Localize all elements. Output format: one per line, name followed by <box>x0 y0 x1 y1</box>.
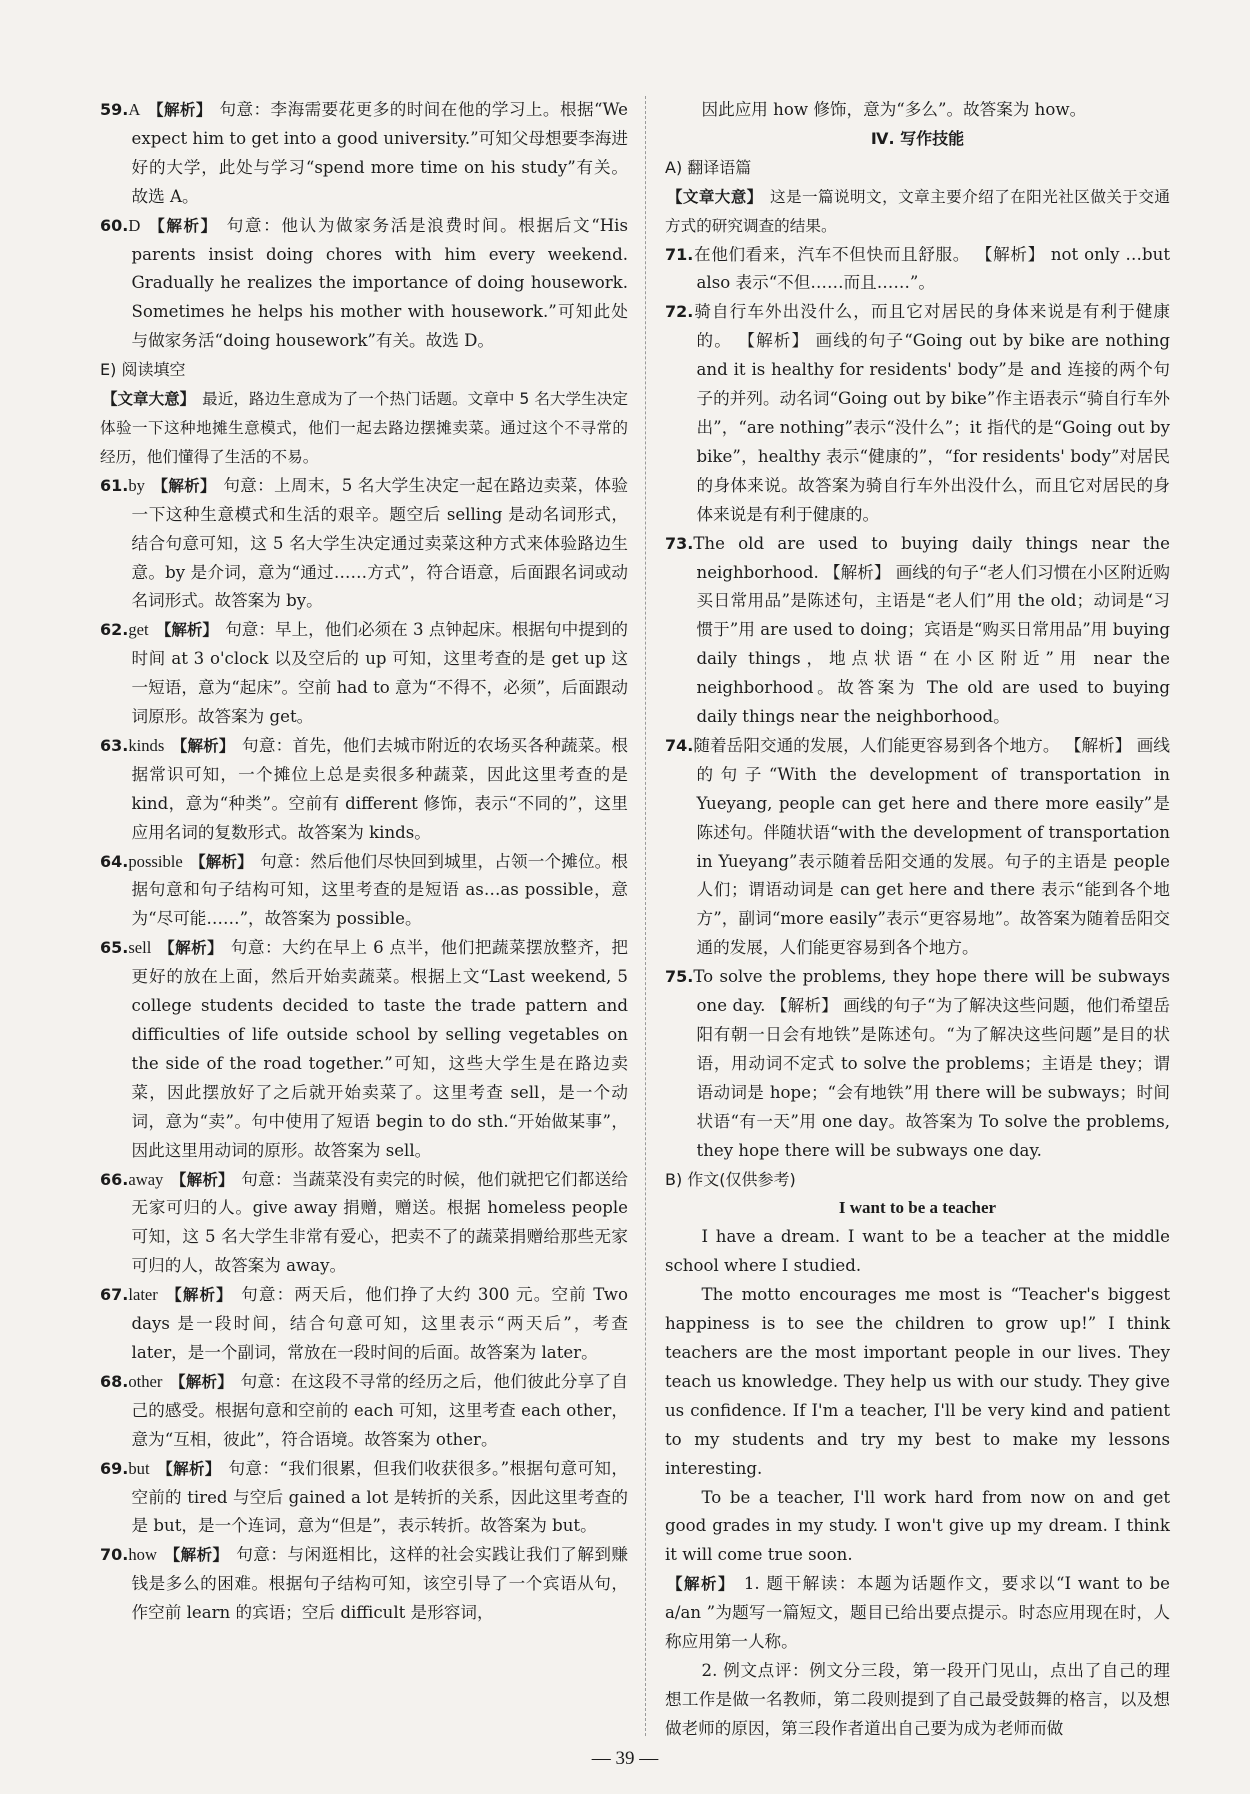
analysis-tag: 【解析】 <box>164 1546 229 1565</box>
answer-explanation: 在他们看来，汽车不但快而且舒服。 【解析】 not only …but also 表示“不但……而且……”。 <box>693 244 1170 293</box>
answer-value: later <box>128 1285 158 1305</box>
article-summary <box>100 385 628 472</box>
item-number: 59. <box>100 100 129 119</box>
item-number: 72. <box>665 302 694 322</box>
page-number: — 39 — <box>591 1748 659 1769</box>
answer-value: how <box>128 1545 157 1565</box>
answer-61 <box>100 472 628 617</box>
section-title-writing: Ⅳ. 写作技能 <box>870 128 965 148</box>
item-number: 62. <box>100 620 129 640</box>
answer-explanation: 句意：他认为做家务活是浪费时间。根据后文“His parents insist doing chores with him every weekend. Gradually he realizes the importance of doing housework. Sometimes he helps his mother with housework.”可知此处与做家务活“doing housework”有关。故选 D。 <box>131 215 628 351</box>
answer-74 <box>665 732 1170 963</box>
answer-59 <box>100 96 628 212</box>
summary-tag: 【文章大意】 <box>102 390 196 409</box>
analysis-tag: 【解析】 <box>155 621 218 640</box>
left-column <box>100 96 628 1628</box>
answer-62 <box>100 616 628 732</box>
analysis-tag: 【解析】 <box>159 939 224 958</box>
answer-value: get <box>128 620 149 640</box>
answer-value: kinds <box>128 735 165 755</box>
analysis-tag: 【解析】 <box>170 1372 234 1391</box>
subsection-composition: B) 作文(仅供参考) <box>665 1169 796 1189</box>
item-number: 69. <box>100 1458 129 1478</box>
analysis-tag: 【解析】 <box>148 101 212 119</box>
answer-value: by <box>128 475 145 495</box>
analysis-tag: 【解析】 <box>157 1459 221 1478</box>
item-number: 75. <box>665 967 694 987</box>
essay-paragraph: To be a teacher, I'll work hard from now on and get good grades in my study. I won't give up my dream. I think it will come true soon. <box>665 1487 1170 1565</box>
answer-70 <box>100 1541 628 1628</box>
answer-explanation: 句意：大约在早上 6 点半，他们把蔬菜摆放整齐，把更好的放在上面，然后开始卖蔬菜。根据上文“Last weekend, 5 college students decided to taste the trade pattern and difficulties of life outside school by selling vegetables on the side of the road together.”可知，这些大学生是在路边卖菜，因此摆放好了之后就开始卖菜了。这里考查 sell，是一个动词，意为“卖”。句中使用了短语 begin to do sth.“开始做某事”，因此这里用动词的原形。故答案为 sell。 <box>131 938 628 1160</box>
answer-explanation: 骑自行车外出没什么，而且它对居民的身体来说是有利于健康的。 【解析】 画线的句子“Going out by bike are nothing and it is healthy for residents' body”是 and 连接的两个句子的并列。动名词“Going out by bike”作主语表示“骑自行车外出”，“are nothing”表示“没什么”；it 指代的是“Going out by bike”，healthy 表示“健康的”，“for residents' body”对居民的身体来说。故答案为骑自行车外出没什么，而且它对居民的身体来说是有利于健康的。 <box>693 302 1170 524</box>
answer-explanation: To solve the problems, they hope there will be subways one day. 【解析】 画线的句子“为了解决这些问题，他们希望岳阳有朝一日会有地铁”是陈述句。“为了解决这些问题”是目的状语，用动词不定式 to solve the problems；主语是 they；谓语动词是 hope；“会有地铁”用 there will be subways；时间状语“有一天”用 one day。故答案为 To solve the problems, they hope there will be subways one day. <box>693 967 1170 1160</box>
answer-value: possible <box>128 851 183 871</box>
answer-64 <box>100 848 628 935</box>
answer-73 <box>665 530 1170 732</box>
answer-65 <box>100 934 628 1165</box>
answer-explanation: 句意：上周末，5 名大学生决定一起在路边卖菜，体验一下这种生意模式和生活的艰辛。题空后 selling 是动名词形式，结合句意可知，这 5 名大学生决定通过卖菜这种方式来体验路边生意。by 是介词，意为“通过……方式”，符合语意，后面跟名词或动名词形式。故答案为 by。 <box>131 475 628 611</box>
summary-text: 这是一篇说明文，文章主要介绍了在阳光社区做关于交通方式的研究调查的结果。 <box>665 187 1170 235</box>
answer-66 <box>100 1166 628 1282</box>
answer-explanation: 句意：李海需要花更多的时间在他的学习上。根据“We expect him to get into a good university.”可知父母想要李海进好的大学，此处与学习“spend more time on his study”有关。故选 A。 <box>131 100 629 206</box>
essay-title: I want to be a teacher <box>838 1198 997 1218</box>
answer-value: D <box>128 215 141 235</box>
item-number: 71. <box>665 244 694 264</box>
answer-value: but <box>128 1458 150 1478</box>
item-number: 74. <box>665 735 694 755</box>
answer-67 <box>100 1281 628 1368</box>
answer-explanation: 句意：然后他们尽快回到城里，占领一个摊位。根据句意和句子结构可知，这里考查的是短语 as…as possible，意为“尽可能……”，故答案为 possible。 <box>131 851 628 929</box>
essay-paragraph: The motto encourages me most is “Teacher's biggest happiness is to see the children to grow up!” I think teachers are the most important people in our lives. They teach us knowledge. They help us with our study. They give us confidence. If I'm a teacher, I'll be very kind and patient to my students and try my best to make my lessons interesting. <box>665 1285 1170 1478</box>
answer-60 <box>100 212 628 357</box>
item-number: 70. <box>100 1545 129 1565</box>
answer-explanation: 句意：与闲逛相比，这样的社会实践让我们了解到赚钱是多么的困难。根据句子结构可知，该空引导了一个宾语从句，作空前 learn 的宾语；空后 difficult 是形容词， <box>131 1545 628 1623</box>
answer-70-continuation: 因此应用 how 修饰，意为“多么”。故答案为 how。 <box>701 100 1087 119</box>
answer-value: away <box>128 1169 164 1189</box>
analysis-tag: 【解析】 <box>190 852 253 871</box>
answer-75 <box>665 963 1170 1165</box>
answer-value: A <box>128 100 141 119</box>
right-column <box>665 96 1170 1744</box>
essay-paragraph: I have a dream. I want to be a teacher at the middle school where I studied. <box>665 1227 1170 1276</box>
answer-63 <box>100 732 628 848</box>
answer-explanation: 句意：“我们很累，但我们收获很多。”根据句意可知，空前的 tired 与空后 gained a lot 是转折的关系，因此这里考查的是 but，是一个连词，意为“但是”，表示转折。故答案为 but。 <box>131 1458 628 1536</box>
answer-69 <box>100 1455 628 1542</box>
answer-explanation: 句意：两天后，他们挣了大约 300 元。空前 Two days 是一段时间，结合句意可知，这里表示“两天后”，考查 later，是一个副词，常放在一段时间的后面。故答案为 later。 <box>131 1285 628 1362</box>
summary-text: 最近，路边生意成为了一个热门话题。文章中 5 名大学生决定体验一下这种地摊生意模式，他们一起去路边摆摊卖菜。通过这个不寻常的经历，他们懂得了生活的不易。 <box>100 390 628 466</box>
analysis-tag: 【解析】 <box>152 476 216 495</box>
section-reading-fill: E) 阅读填空 <box>100 360 186 380</box>
answer-explanation: 句意：当蔬菜没有卖完的时候，他们就把它们都送给无家可归的人。give away 捐赠，赠送。根据 homeless people 可知，这 5 名大学生非常有爱心，把卖不了的蔬菜捐赠给那些无家可归的人，故答案为 away。 <box>131 1169 628 1276</box>
item-number: 68. <box>100 1371 129 1391</box>
item-number: 67. <box>100 1285 129 1305</box>
item-number: 64. <box>100 851 129 871</box>
analysis-tag: 【解析】 <box>170 1170 234 1189</box>
answer-68 <box>100 1368 628 1455</box>
summary-tag: 【文章大意】 <box>667 187 763 206</box>
item-number: 66. <box>100 1169 129 1189</box>
answer-value: other <box>128 1371 163 1391</box>
answer-71 <box>665 241 1170 299</box>
answer-explanation: The old are used to buying daily things near the neighborhood. 【解析】 画线的句子“老人们习惯在小区附近购买日常用品”是陈述句，主语是“老人们”用 the old；动词是“习惯于”用 are used to doing；宾语是“购买日常用品”用 buying daily things，地点状语“在小区附近”用 near the neighborhood。故答案为 The old are used to buying daily things near the neighborhood。 <box>693 533 1170 727</box>
item-number: 61. <box>100 475 129 495</box>
essay-analysis-2: 2. 例文点评：例文分三段，第一段开门见山，点出了自己的理想工作是做一名教师，第二段则提到了自己最受鼓舞的格言，以及想做老师的原因，第三段作者道出自己要为成为老师而做 <box>665 1660 1170 1738</box>
item-number: 63. <box>100 735 129 755</box>
analysis-text: 1. 题干解读：本题为话题作文，要求以“I want to be a/an ”为题写一篇短文，题目已给出要点提示。时态应用现在时，人称应用第一人称。 <box>665 1574 1170 1652</box>
subsection-translation: A) 翻译语篇 <box>665 157 752 177</box>
item-number: 65. <box>100 938 129 958</box>
answer-explanation: 句意：早上，他们必须在 3 点钟起床。根据句中提到的时间 at 3 o'clock 以及空后的 up 可知，这里考查的是 get up 这一短语，意为“起床”。空前 had to 意为“不得不，必须”，后面跟动词原形。故答案为 get。 <box>131 620 628 727</box>
essay-analysis <box>665 1570 1170 1657</box>
answer-explanation: 句意：在这段不寻常的经历之后，他们彼此分享了自己的感受。根据句意和空前的 each 可知，这里考查 each other，意为“互相，彼此”，符合语境。故答案为 other。 <box>131 1371 628 1449</box>
article-summary <box>665 183 1170 241</box>
analysis-tag: 【解析】 <box>166 1286 233 1305</box>
column-divider <box>645 96 646 1736</box>
answer-value: sell <box>128 938 152 958</box>
item-number: 60. <box>100 215 129 235</box>
analysis-tag: 【解析】 <box>149 216 218 235</box>
answer-72 <box>665 298 1170 529</box>
analysis-tag: 【解析】 <box>171 736 235 755</box>
item-number: 73. <box>665 533 694 553</box>
answer-explanation: 随着岳阳交通的发展，人们能更容易到各个地方。 【解析】 画线的句子“With the development of transportation in Yueyang, people can get here and there more easily”是陈述句。伴随状语“with the development of transportation in Yueyang”表示随着岳阳交通的发展。句子的主语是 people 人们；谓语动词是 can get here and there 表示“能到各个地方”，副词“more easily”表示“更容易地”。故答案为随着岳阳交通的发展，人们能更容易到各个地方。 <box>693 735 1170 958</box>
analysis-tag: 【解析】 <box>667 1575 736 1594</box>
answer-explanation: 句意：首先，他们去城市附近的农场买各种蔬菜。根据常识可知，一个摊位上总是卖很多种蔬菜，因此这里考查的是 kind，意为“种类”。空前有 different 修饰，表示“不同的”，这里应用名词的复数形式。故答案为 kinds。 <box>131 735 628 842</box>
